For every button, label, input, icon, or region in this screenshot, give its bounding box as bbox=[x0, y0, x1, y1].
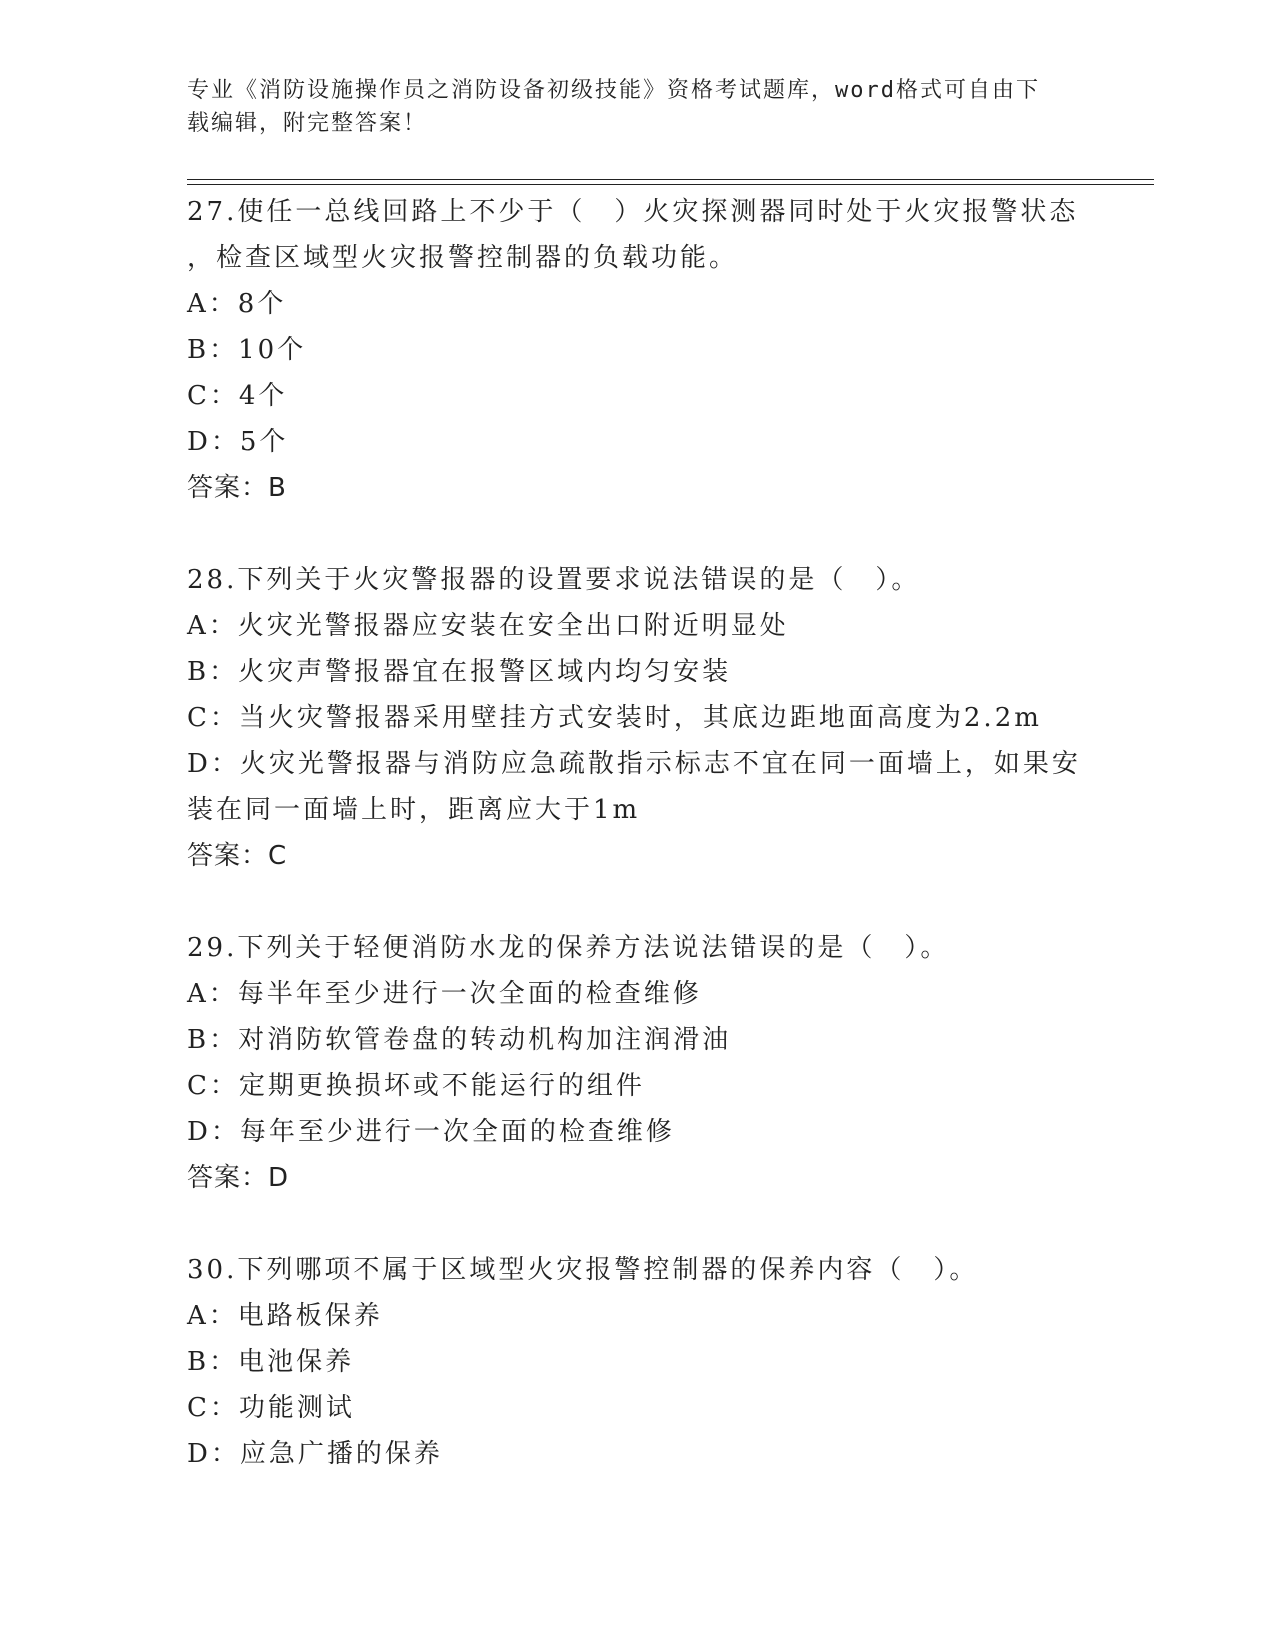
question-stem-line: ，检查区域型火灾报警控制器的负载功能。 bbox=[187, 243, 739, 273]
option-d: D：火灾光警报器与消防应急疏散指示标志不宜在同一面墙上，如果安 bbox=[187, 749, 1081, 779]
answer-line: 答案：D bbox=[187, 1163, 290, 1193]
question-27 bbox=[187, 189, 1087, 511]
question-28 bbox=[187, 557, 1087, 879]
option-a: A：8个 bbox=[187, 289, 287, 319]
question-30 bbox=[187, 1247, 1087, 1477]
option-d: D：每年至少进行一次全面的检查维修 bbox=[187, 1117, 675, 1147]
question-stem-line: 27.使任一总线回路上不少于（ ）火灾探测器同时处于火灾报警状态 bbox=[187, 197, 1079, 227]
answer-line: 答案：C bbox=[187, 841, 288, 871]
option-b: B：火灾声警报器宜在报警区域内均匀安装 bbox=[187, 657, 732, 687]
option-a: A：电路板保养 bbox=[187, 1301, 383, 1331]
option-b: B：10个 bbox=[187, 335, 307, 365]
option-c: C：当火灾警报器采用壁挂方式安装时，其底边距地面高度为2.2m bbox=[187, 703, 1042, 733]
question-stem-line: 29.下列关于轻便消防水龙的保养方法说法错误的是（ ）。 bbox=[187, 933, 950, 963]
header-divider-top bbox=[187, 179, 1154, 180]
header-divider-bottom bbox=[187, 184, 1154, 185]
option-b: B：电池保养 bbox=[187, 1347, 355, 1377]
option-d-continued: 装在同一面墙上时，距离应大于1m bbox=[187, 795, 641, 825]
answer-line: 答案：B bbox=[187, 473, 287, 503]
option-a: A：火灾光警报器应安装在安全出口附近明显处 bbox=[187, 611, 789, 641]
option-b: B：对消防软管卷盘的转动机构加注润滑油 bbox=[187, 1025, 732, 1055]
header-line-1: 专业《消防设施操作员之消防设备初级技能》资格考试题库，word格式可自由下 bbox=[187, 78, 1040, 103]
option-a: A：每半年至少进行一次全面的检查维修 bbox=[187, 979, 702, 1009]
option-d: D：应急广播的保养 bbox=[187, 1439, 443, 1469]
header-line-2: 载编辑，附完整答案！ bbox=[187, 111, 428, 136]
question-29 bbox=[187, 925, 1087, 1201]
question-spacer bbox=[187, 1201, 1087, 1247]
option-d: D：5个 bbox=[187, 427, 289, 457]
option-c: C：定期更换损坏或不能运行的组件 bbox=[187, 1071, 645, 1101]
question-stem-line: 30.下列哪项不属于区域型火灾报警控制器的保养内容（ ）。 bbox=[187, 1255, 979, 1285]
document-header bbox=[187, 74, 1087, 140]
question-spacer bbox=[187, 879, 1087, 925]
option-c: C：功能测试 bbox=[187, 1393, 355, 1423]
option-c: C：4个 bbox=[187, 381, 288, 411]
question-list bbox=[187, 189, 1087, 1477]
question-spacer bbox=[187, 511, 1087, 557]
question-stem-line: 28.下列关于火灾警报器的设置要求说法错误的是（ ）。 bbox=[187, 565, 921, 595]
